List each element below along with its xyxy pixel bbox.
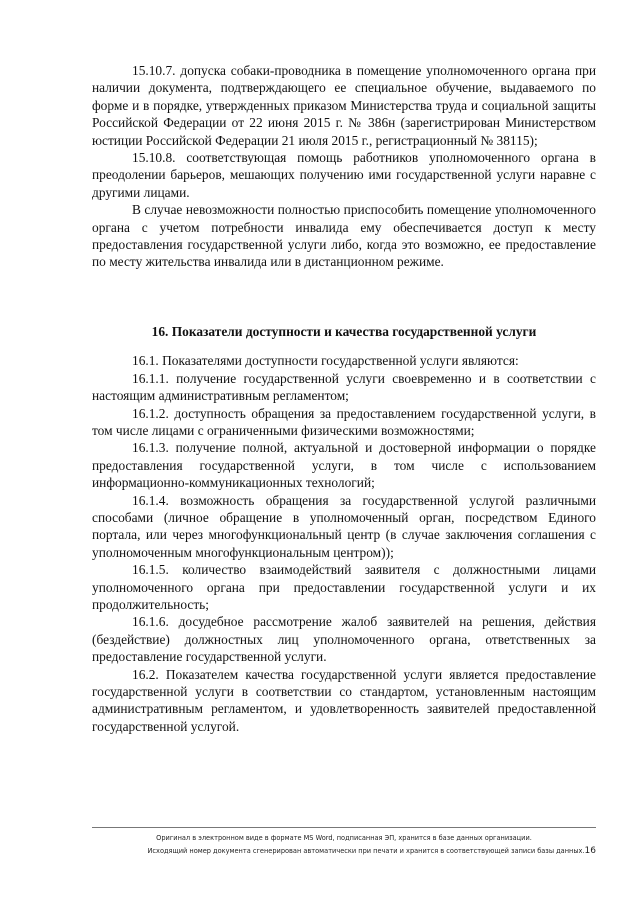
paragraph-15-10-7: 15.10.7. допуска собаки-проводника в помещение уполномоченного органа при наличии документа, подтверждающего ее специальное обучение, выдаваемого по форме и в порядке, утвержденных приказом Министерства труда и социальной защиты Российской Федерации от 22 июня 2015 г. № 386н (зарегистрирован Министерством юстиции Российской Федерации 21 июля 2015 г., регистрационный № 38115);	[92, 63, 596, 148]
paragraph-16-1-2: 16.1.2. доступность обращения за предоставлением государственной услуги, в том числе лицами с ограниченными физическими возможностями;	[92, 405, 596, 438]
page-footer	[92, 827, 596, 858]
paragraph-16-1-3: 16.1.3. получение полной, актуальной и достоверной информации о порядке предоставления государственной услуги, в том числе с использованием информационно-коммуникационных технологий;	[92, 440, 596, 491]
page-number: 16	[584, 846, 596, 856]
paragraph-16-1-6: 16.1.6. досудебное рассмотрение жалоб заявителей на решения, действия (бездействие) должностных лиц уполномоченного органа, ответственных за предоставление государственной услуги.	[92, 614, 596, 665]
paragraph-16-2: 16.2. Показателем качества государственной услуги является предоставление государственной услуги в соответствии со стандартом, установленным настоящим административным регламентом, и удовлетворенность заявителей предоставленной государственной услугой.	[92, 666, 596, 734]
paragraph-accessibility-fallback: В случае невозможности полностью приспособить помещение уполномоченного органа с учетом потребности инвалида ему обеспечивается доступ к месту предоставления государственной услуги либо, когда это возможно, ее предоставление по месту жительства инвалида или в дистанционном режиме.	[92, 202, 596, 270]
paragraph-16-1: 16.1. Показателями доступности государственной услуги являются:	[132, 353, 519, 369]
paragraph-15-10-8: 15.10.8. соответствующая помощь работников уполномоченного органа в преодолении барьеров, мешающих получению ими государственной услуги наравне с другими лицами.	[92, 150, 596, 200]
paragraph-16-1-5: 16.1.5. количество взаимодействий заявителя с должностными лицами уполномоченного органа при предоставлении государственной услуги и их продолжительность;	[92, 562, 596, 612]
paragraph-16-1-4: 16.1.4. возможность обращения за государственной услугой различными способами (личное обращение в уполномоченный орган, посредством Единого портала, или через многофункциональный центр (в случае заключения соглашения с уполномоченным многофункциональным центром));	[92, 492, 596, 560]
document-page	[92, 62, 596, 735]
footer-number-note-row	[92, 845, 596, 858]
paragraph-16-1-1: 16.1.1. получение государственной услуги своевременно и в соответствии с настоящим административным регламентом;	[92, 370, 596, 404]
section-heading: 16. Показатели доступности и качества государственной услуги	[151, 323, 537, 339]
heading-gap	[92, 340, 596, 352]
section-gap	[92, 271, 596, 323]
footer-original-note: Оригинал в электронном виде в формате MS Word, подписанная ЭП, хранится в базе данных организации.	[156, 834, 532, 842]
footer-number-note: Исходящий номер документа сгенерирован автоматически при печати и хранится в соответствующей записи базы данных.	[147, 847, 585, 855]
